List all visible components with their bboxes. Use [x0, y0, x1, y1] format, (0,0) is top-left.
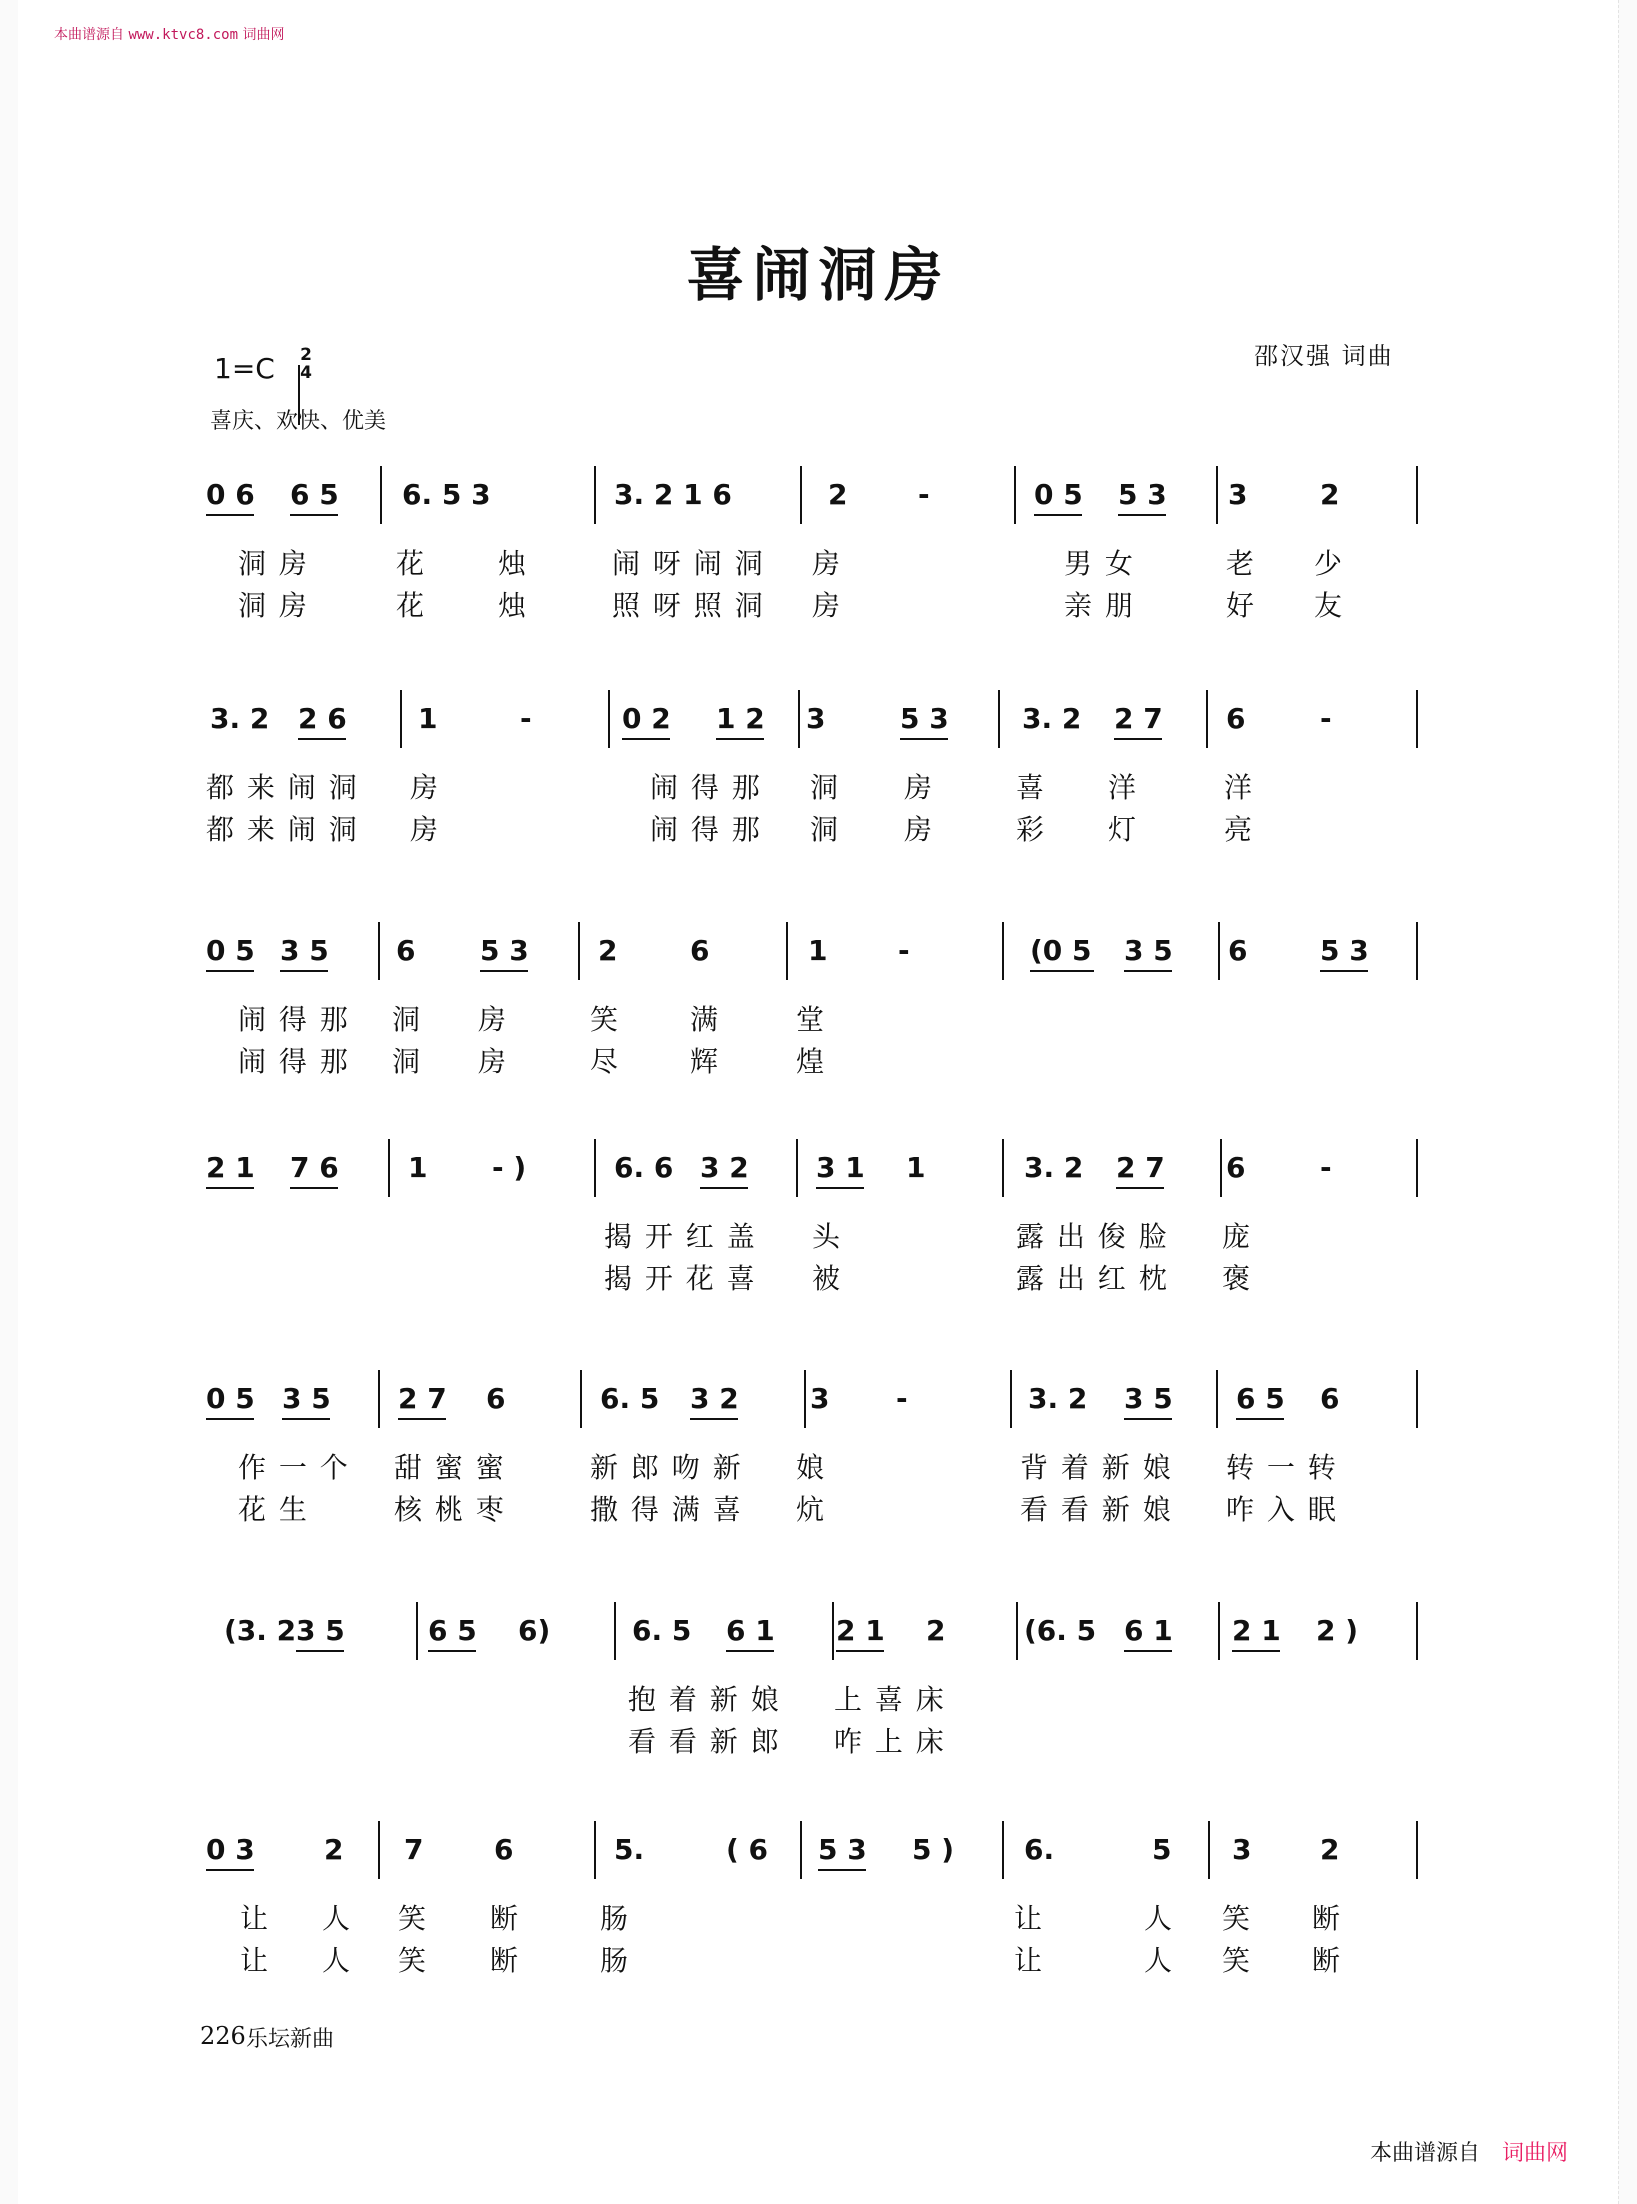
beam-underline: [716, 738, 764, 740]
lyric-verse-2: 被: [812, 1262, 843, 1295]
lyric-verse-1: 闹 呀 闹 洞: [612, 547, 765, 580]
beam-underline: [206, 1418, 254, 1420]
barline: [416, 1602, 418, 1660]
note-group: 5 3: [818, 1833, 867, 1866]
note-group: -: [918, 478, 930, 511]
lyric-verse-1: 笑: [590, 1003, 621, 1036]
note-group: -: [1320, 1151, 1332, 1184]
lyric-verse-1: 都 来 闹 洞: [206, 771, 359, 804]
lyric-verse-2: 洞: [810, 813, 841, 846]
beam-underline: [622, 738, 670, 740]
barline: [378, 1821, 380, 1879]
note-group: 7: [404, 1833, 424, 1866]
note-group: 5.: [614, 1833, 645, 1866]
beam-underline: [296, 1650, 344, 1652]
barline: [1218, 922, 1220, 980]
note-group: 6: [1320, 1382, 1340, 1415]
lyric-verse-1: 房: [904, 771, 935, 804]
lyric-verse-2: 照 呀 照 洞: [612, 589, 765, 622]
lyric-verse-2: 断: [1312, 1944, 1343, 1977]
barline: [1416, 922, 1418, 980]
time-signature: [298, 346, 314, 382]
lyric-verse-2: 炕: [796, 1493, 827, 1526]
barline: [594, 1821, 596, 1879]
lyric-verse-2: 都 来 闹 洞: [206, 813, 359, 846]
lyric-verse-2: 笑: [1222, 1944, 1253, 1977]
barline: [800, 466, 802, 524]
lyric-verse-1: 满: [690, 1003, 721, 1036]
beam-underline: [816, 1187, 864, 1189]
beam-underline: [1114, 738, 1162, 740]
lyric-verse-2: 让: [240, 1944, 271, 1977]
note-group: 3. 2: [1024, 1151, 1084, 1184]
note-group: 2 7: [1114, 702, 1163, 735]
barline: [1002, 1821, 1004, 1879]
lyric-verse-2: 花: [396, 589, 427, 622]
lyric-verse-2: 好: [1226, 589, 1257, 622]
lyric-verse-1: 背 着 新 娘: [1020, 1451, 1173, 1484]
lyric-verse-1: 闹 得 那: [238, 1003, 350, 1036]
lyric-verse-2: 友: [1314, 589, 1345, 622]
note-group: 0 6: [206, 478, 255, 511]
barline: [1216, 1370, 1218, 1428]
beam-underline: [1124, 1418, 1172, 1420]
beam-underline: [428, 1650, 476, 1652]
barline: [608, 690, 610, 748]
note-group: 6): [518, 1614, 551, 1647]
note-group: 5 3: [1118, 478, 1167, 511]
note-group: 3: [1232, 1833, 1252, 1866]
beam-underline: [1232, 1650, 1280, 1652]
note-group: 5: [1152, 1833, 1172, 1866]
note-group: (0 5: [1030, 934, 1092, 967]
lyric-verse-1: 庞: [1222, 1220, 1253, 1253]
lyric-verse-2: 肠: [600, 1944, 631, 1977]
lyric-verse-1: 老: [1226, 547, 1257, 580]
lyric-verse-2: 房: [904, 813, 935, 846]
watermark-left: 本曲谱源自: [1370, 2141, 1481, 2166]
barline: [998, 690, 1000, 748]
lyric-verse-2: 褒: [1222, 1262, 1253, 1295]
lyric-verse-1: 烛: [498, 547, 529, 580]
barline: [380, 466, 382, 524]
note-group: 3: [1228, 478, 1248, 511]
barline: [1218, 1602, 1220, 1660]
barline: [378, 922, 380, 980]
barline: [1002, 922, 1004, 980]
note-group: 6: [690, 934, 710, 967]
barline: [580, 1370, 582, 1428]
beam-underline: [280, 970, 328, 972]
lyric-verse-1: 娘: [796, 1451, 827, 1484]
barline: [832, 1602, 834, 1660]
lyric-verse-2: 尽: [590, 1045, 621, 1078]
barline: [400, 690, 402, 748]
note-group: 2: [1320, 1833, 1340, 1866]
note-group: 3: [810, 1382, 830, 1415]
barline: [1416, 1602, 1418, 1660]
lyric-verse-2: 洞: [392, 1045, 423, 1078]
note-group: 6. 6: [614, 1151, 674, 1184]
barline: [1416, 1821, 1418, 1879]
lyric-verse-1: 人: [322, 1902, 353, 1935]
lyric-verse-1: 房: [812, 547, 843, 580]
lyric-verse-1: 洞 房: [238, 547, 309, 580]
note-group: 1: [418, 702, 438, 735]
lyric-verse-1: 上 喜 床: [834, 1683, 946, 1716]
barline: [1416, 1370, 1418, 1428]
lyric-verse-1: 让: [1014, 1902, 1045, 1935]
note-group: 6 5: [428, 1614, 477, 1647]
barline: [804, 1370, 806, 1428]
lyric-verse-2: 烛: [498, 589, 529, 622]
note-group: 2 1: [206, 1151, 255, 1184]
lyric-verse-1: 新 郎 吻 新: [590, 1451, 743, 1484]
beam-underline: [298, 738, 346, 740]
note-group: - ): [492, 1151, 527, 1184]
barline: [614, 1602, 616, 1660]
note-group: 3 5: [280, 934, 329, 967]
note-group: 1: [408, 1151, 428, 1184]
note-group: 6.: [1024, 1833, 1055, 1866]
lyric-verse-1: 断: [490, 1902, 521, 1935]
beam-underline: [480, 970, 528, 972]
note-group: 6. 5: [600, 1382, 660, 1415]
note-group: 3 5: [1124, 1382, 1173, 1415]
time-top: 2: [300, 345, 312, 365]
note-group: 3 2: [690, 1382, 739, 1415]
lyric-verse-2: 断: [490, 1944, 521, 1977]
beam-underline: [690, 1418, 738, 1420]
note-group: 0 3: [206, 1833, 255, 1866]
beam-underline: [1030, 970, 1094, 972]
note-group: 6 1: [1124, 1614, 1173, 1647]
lyric-verse-2: 揭 开 花 喜: [604, 1262, 757, 1295]
note-group: (3. 2: [224, 1614, 297, 1647]
barline: [1220, 1139, 1222, 1197]
beam-underline: [836, 1650, 884, 1652]
song-title: 喜闹洞房: [686, 241, 951, 309]
lyric-verse-1: 男 女: [1064, 547, 1135, 580]
beam-underline: [1118, 514, 1166, 516]
barline: [1416, 1139, 1418, 1197]
lyric-verse-2: 人: [1144, 1944, 1175, 1977]
lyric-verse-1: 人: [1144, 1902, 1175, 1935]
beam-underline: [282, 1418, 330, 1420]
lyric-verse-2: 露 出 红 枕: [1016, 1262, 1169, 1295]
note-group: 6 1: [726, 1614, 775, 1647]
note-group: 6: [396, 934, 416, 967]
note-group: 2 ): [1316, 1614, 1359, 1647]
barline: [1014, 466, 1016, 524]
barline: [388, 1139, 390, 1197]
note-group: 2 7: [398, 1382, 447, 1415]
author-credit: 邵汉强 词曲: [1254, 342, 1394, 370]
note-group: 2 7: [1116, 1151, 1165, 1184]
source-site[interactable]: 词曲网: [242, 27, 285, 43]
lyric-verse-1: 肠: [600, 1902, 631, 1935]
note-group: 3 5: [296, 1614, 345, 1647]
beam-underline: [700, 1187, 748, 1189]
barline: [378, 1370, 380, 1428]
barline: [594, 1139, 596, 1197]
beam-underline: [206, 1869, 254, 1871]
note-group: 0 2: [622, 702, 671, 735]
beam-underline: [1124, 1650, 1172, 1652]
watermark-site[interactable]: 词曲网: [1502, 2141, 1569, 2166]
tempo-marking: 喜庆、欢快、优美: [210, 409, 387, 434]
note-group: 0 5: [1034, 478, 1083, 511]
note-group: 6. 5 3: [402, 478, 491, 511]
key-signature: 1=C: [214, 352, 275, 385]
lyric-verse-1: 房: [410, 771, 441, 804]
lyric-verse-1: 洋: [1224, 771, 1255, 804]
note-group: 3 5: [282, 1382, 331, 1415]
lyric-verse-1: 闹 得 那: [650, 771, 762, 804]
lyric-verse-2: 房: [410, 813, 441, 846]
lyric-verse-1: 露 出 俊 脸: [1016, 1220, 1169, 1253]
source-label: 本曲谱源自: [54, 27, 124, 43]
beam-underline: [900, 738, 948, 740]
note-group: 6: [1228, 934, 1248, 967]
beam-underline: [1124, 970, 1172, 972]
note-group: 0 5: [206, 1382, 255, 1415]
beam-underline: [206, 514, 254, 516]
beam-underline: [206, 970, 254, 972]
barline: [1216, 466, 1218, 524]
barline: [1206, 690, 1208, 748]
lyric-verse-1: 抱 着 新 娘: [628, 1683, 781, 1716]
note-group: 3. 2 1 6: [614, 478, 732, 511]
lyric-verse-2: 闹 得 那: [650, 813, 762, 846]
note-group: 2 6: [298, 702, 347, 735]
note-group: 7 6: [290, 1151, 339, 1184]
note-group: 1: [906, 1151, 926, 1184]
beam-underline: [1320, 970, 1368, 972]
note-group: ( 6: [726, 1833, 769, 1866]
note-group: 1: [808, 934, 828, 967]
beam-underline: [1236, 1418, 1284, 1420]
note-group: -: [1320, 702, 1332, 735]
lyric-verse-2: 看 看 新 郎: [628, 1725, 781, 1758]
barline: [578, 922, 580, 980]
lyric-verse-2: 煌: [796, 1045, 827, 1078]
lyric-verse-2: 花 生: [238, 1493, 309, 1526]
lyric-verse-2: 洞 房: [238, 589, 309, 622]
lyric-verse-2: 让: [1014, 1944, 1045, 1977]
lyric-verse-2: 撒 得 满 喜: [590, 1493, 743, 1526]
lyric-verse-1: 喜: [1016, 771, 1047, 804]
lyric-verse-2: 灯: [1108, 813, 1139, 846]
note-group: 5 3: [900, 702, 949, 735]
lyric-verse-2: 辉: [690, 1045, 721, 1078]
note-group: 2: [828, 478, 848, 511]
lyric-verse-2: 闹 得 那: [238, 1045, 350, 1078]
note-group: 3. 2: [1028, 1382, 1088, 1415]
note-group: 6: [486, 1382, 506, 1415]
lyric-verse-1: 堂: [796, 1003, 827, 1036]
note-group: 5 ): [912, 1833, 955, 1866]
lyric-verse-2: 亲 朋: [1064, 589, 1135, 622]
lyric-verse-2: 彩: [1016, 813, 1047, 846]
lyric-verse-1: 头: [812, 1220, 843, 1253]
source-header: [54, 24, 284, 44]
note-group: 2: [926, 1614, 946, 1647]
barline: [1002, 1139, 1004, 1197]
lyric-verse-2: 咋 入 眠: [1226, 1493, 1338, 1526]
beam-underline: [818, 1869, 866, 1871]
note-group: 6. 5: [632, 1614, 692, 1647]
note-group: 3. 2: [1022, 702, 1082, 735]
beam-underline: [206, 1187, 254, 1189]
note-group: 3 5: [1124, 934, 1173, 967]
page-number: 226: [200, 2022, 246, 2050]
barline: [798, 690, 800, 748]
beam-underline: [398, 1418, 446, 1420]
lyric-verse-1: 房: [478, 1003, 509, 1036]
lyric-verse-1: 笑: [398, 1902, 429, 1935]
note-group: 1 2: [716, 702, 765, 735]
book-title: 乐坛新曲: [246, 2027, 335, 2052]
lyric-verse-1: 让: [240, 1902, 271, 1935]
time-bottom: 4: [300, 363, 312, 383]
note-group: 6 5: [290, 478, 339, 511]
lyric-verse-1: 洞: [810, 771, 841, 804]
note-group: 5 3: [1320, 934, 1369, 967]
note-group: 6 5: [1236, 1382, 1285, 1415]
lyric-verse-2: 笑: [398, 1944, 429, 1977]
barline: [800, 1821, 802, 1879]
note-group: 3 2: [700, 1151, 749, 1184]
barline: [786, 922, 788, 980]
watermark: [1370, 2136, 1568, 2167]
lyric-verse-1: 揭 开 红 盖: [604, 1220, 757, 1253]
note-group: -: [520, 702, 532, 735]
barline: [1016, 1602, 1018, 1660]
barline: [1416, 690, 1418, 748]
lyric-verse-2: 房: [478, 1045, 509, 1078]
note-group: 2: [598, 934, 618, 967]
beam-underline: [1116, 1187, 1164, 1189]
lyric-verse-1: 笑: [1222, 1902, 1253, 1935]
lyric-verse-2: 核 桃 枣: [394, 1493, 506, 1526]
beam-underline: [290, 514, 338, 516]
note-group: -: [896, 1382, 908, 1415]
lyric-verse-2: 房: [812, 589, 843, 622]
note-group: 3: [806, 702, 826, 735]
note-group: 5 3: [480, 934, 529, 967]
lyric-verse-2: 亮: [1224, 813, 1255, 846]
barline: [1416, 466, 1418, 524]
note-group: 2: [324, 1833, 344, 1866]
barline: [594, 466, 596, 524]
lyric-verse-1: 作 一 个: [238, 1451, 350, 1484]
lyric-verse-1: 断: [1312, 1902, 1343, 1935]
lyric-verse-1: 少: [1314, 547, 1345, 580]
beam-underline: [726, 1650, 774, 1652]
lyric-verse-1: 洋: [1108, 771, 1139, 804]
barline: [796, 1139, 798, 1197]
lyric-verse-1: 甜 蜜 蜜: [394, 1451, 506, 1484]
note-group: 6: [494, 1833, 514, 1866]
note-group: 2 1: [836, 1614, 885, 1647]
note-group: 2: [1320, 478, 1340, 511]
lyric-verse-1: 花: [396, 547, 427, 580]
note-group: 3. 2: [210, 702, 270, 735]
lyric-verse-2: 人: [322, 1944, 353, 1977]
lyric-verse-2: 咋 上 床: [834, 1725, 946, 1758]
beam-underline: [290, 1187, 338, 1189]
source-url[interactable]: www.ktvc8.com: [128, 27, 239, 43]
note-group: -: [898, 934, 910, 967]
note-group: (6. 5: [1024, 1614, 1097, 1647]
note-group: 6: [1226, 1151, 1246, 1184]
beam-underline: [1034, 514, 1082, 516]
barline: [1010, 1370, 1012, 1428]
note-group: 6: [1226, 702, 1246, 735]
lyric-verse-1: 洞: [392, 1003, 423, 1036]
note-group: 0 5: [206, 934, 255, 967]
lyric-verse-2: 看 看 新 娘: [1020, 1493, 1173, 1526]
note-group: 3 1: [816, 1151, 865, 1184]
lyric-verse-1: 转 一 转: [1226, 1451, 1338, 1484]
note-group: 2 1: [1232, 1614, 1281, 1647]
barline: [1208, 1821, 1210, 1879]
